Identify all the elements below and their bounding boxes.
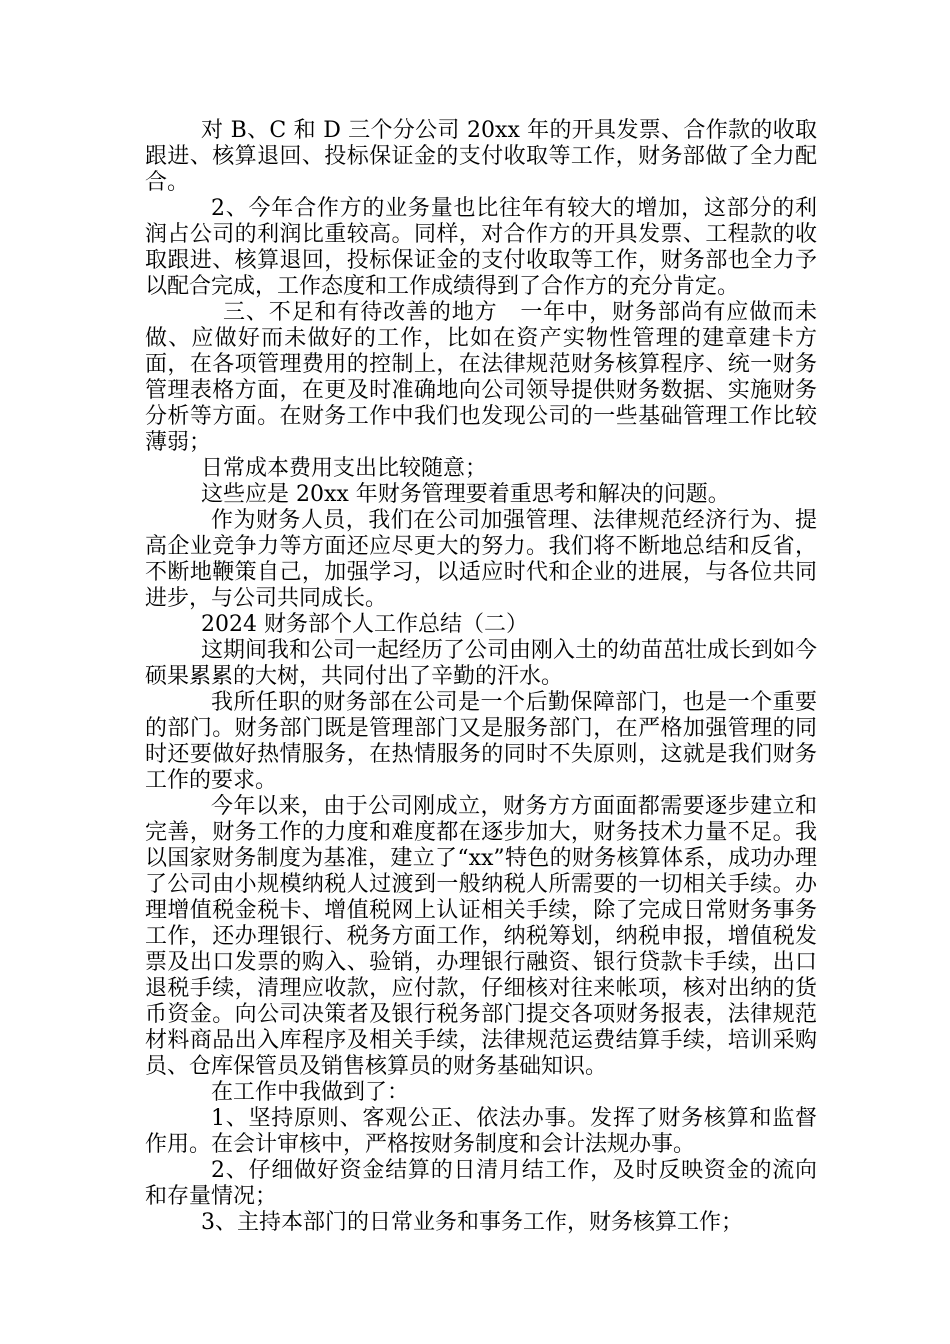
paragraph: 2、今年合作方的业务量也比往年有较大的增加，这部分的利润占公司的利润比重较高。同样，对合作方的开具发票、工程款的收取跟进、核算退回，投标保证金的支付收取等工作，财务部也全力予以配合完成，工作态度和工作成绩得到了合作方的充分肯定。 [145,196,817,299]
list-item: 3、主持本部门的日常业务和事务工作，财务核算工作； [201,1210,743,1235]
section-heading: 2024 财务部个人工作总结（二） [201,612,528,637]
paragraph: 日常成本费用支出比较随意； [201,456,488,481]
paragraph: 今年以来，由于公司刚成立，财务方方面面都需要逐步建立和完善，财务工作的力度和难度都在逐步加大，财务技术力量不足。我以国家财务制度为基准，建立了“xx”特色的财务核算体系，成功办理了公司由小规模纳税人过渡到一般纳税人所需要的一切相关手续。办理增值税金税卡、增值税网上认证相关手续，除了完成日常财务事务工作，还办理银行、税务方面工作，纳税筹划，纳税申报，增值税发票及出口发票的购入、验销，办理银行融资、银行贷款卡手续，出口退税手续，清理应收款，应付款，仔细核对往来帐项，核对出纳的货币资金。向公司决策者及银行税务部门提交各项财务报表，法律规范材料商品出入库程序及相关手续，法律规范运费结算手续，培训采购员、仓库保管员及销售核算员的财务基础知识。 [145,794,817,1079]
paragraph: 在工作中我做到了： [211,1080,410,1105]
paragraph: 三、不足和有待改善的地方 一年中，财务部尚有应做而未做、应做好而未做好的工作，比如在资产实物性管理的建章建卡方面，在各项管理费用的控制上，在法律规范财务核算程序、统一财务管理表格方面，在更及时准确地向公司领导提供财务数据、实施财务分析等方面。在财务工作中我们也发现公司的一些基础管理工作比较薄弱； [145,300,817,455]
list-item: 1、坚持原则、客观公正、依法办事。发挥了财务核算和监督作用。在会计审核中，严格按财务制度和会计法规办事。 [145,1106,817,1157]
list-item: 2、仔细做好资金结算的日清月结工作，及时反映资金的流向和存量情况； [145,1158,817,1209]
paragraph: 对 B、C 和 D 三个分公司 20xx 年的开具发票、合作款的收取跟进、核算退回、投标保证金的支付收取等工作，财务部做了全力配合。 [145,118,817,195]
document-body [145,118,817,1236]
paragraph: 作为财务人员，我们在公司加强管理、法律规范经济行为、提高企业竞争力等方面还应尽更大的努力。我们将不断地总结和反省，不断地鞭策自己，加强学习，以适应时代和企业的进展，与各位共同进步，与公司共同成长。 [145,508,817,611]
paragraph: 这期间我和公司一起经历了公司由刚入土的幼苗茁壮成长到如今硕果累累的大树，共同付出了辛勤的汗水。 [145,638,818,689]
paragraph: 我所任职的财务部在公司是一个后勤保障部门，也是一个重要的部门。财务部门既是管理部门又是服务部门，在严格加强管理的同时还要做好热情服务，在热情服务的同时不失原则，这就是我们财务工作的要求。 [145,690,817,793]
paragraph: 这些应是 20xx 年财务管理要着重思考和解决的问题。 [201,482,730,507]
